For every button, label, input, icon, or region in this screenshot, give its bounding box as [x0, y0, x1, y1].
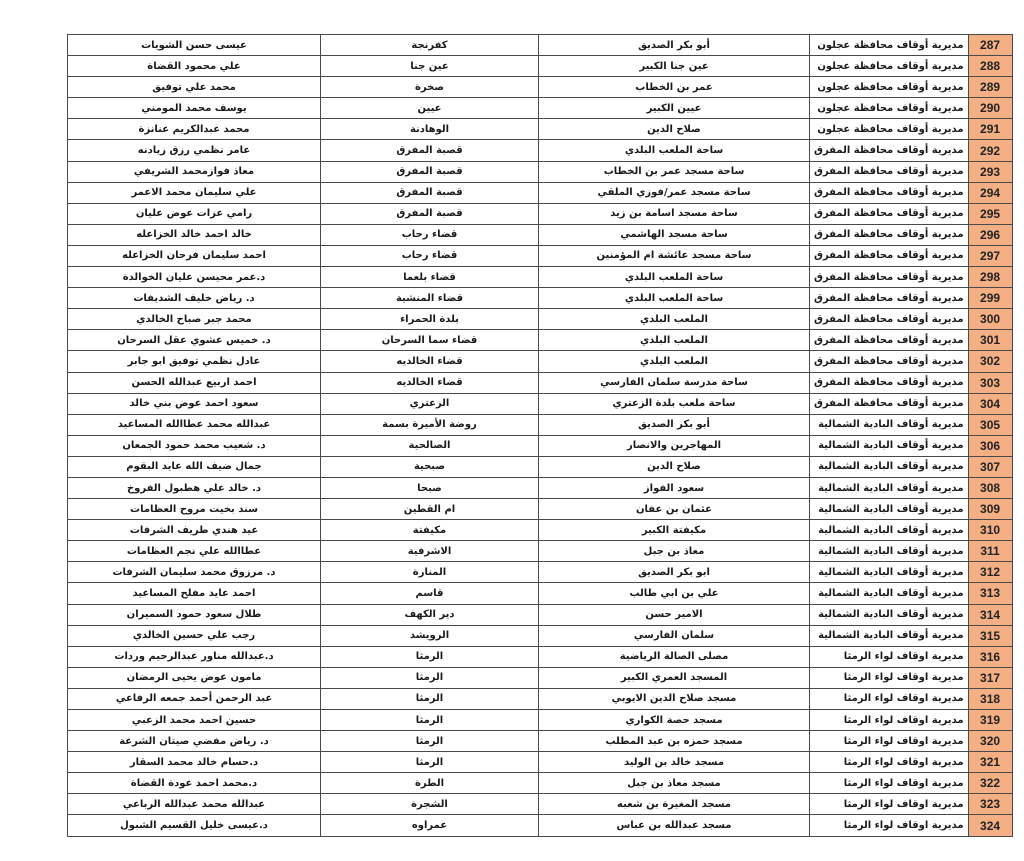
table-row: [68, 372, 1013, 393]
directorate-cell: مديرية أوقاف محافظة عجلون: [810, 119, 969, 140]
person-cell: احمد عايد مفلح المساعيد: [68, 583, 321, 604]
row-number: 308: [968, 477, 1012, 498]
table-row: [68, 646, 1013, 667]
directorate-cell: مديرية أوقاف محافظة عجلون: [810, 98, 969, 119]
directorate-cell: مديرية اوقاف لواء الرمثا: [810, 731, 969, 752]
area-cell: قضاء رحاب: [321, 224, 539, 245]
row-number: 296: [968, 224, 1012, 245]
table-row: [68, 773, 1013, 794]
directorate-cell: مديرية أوقاف محافظة المفرق: [810, 393, 969, 414]
area-cell: الرمثا: [321, 731, 539, 752]
directorate-cell: مديرية اوقاف لواء الرمثا: [810, 794, 969, 815]
site-cell: مصلى الصالة الرياضية: [539, 646, 810, 667]
row-number: 315: [968, 625, 1012, 646]
table-row: [68, 731, 1013, 752]
site-cell: ساحة الملعب البلدي: [539, 140, 810, 161]
site-cell: مسجد خالد بن الوليد: [539, 752, 810, 773]
directorate-cell: مديرية أوقاف محافظة عجلون: [810, 77, 969, 98]
directorate-cell: مديرية اوقاف لواء الرمثا: [810, 646, 969, 667]
area-cell: قضاء الخالديه: [321, 372, 539, 393]
row-number: 313: [968, 583, 1012, 604]
directorate-cell: مديرية اوقاف لواء الرمثا: [810, 688, 969, 709]
person-cell: خالد احمد خالد الخزاعله: [68, 224, 321, 245]
person-cell: سند بخيت مروح العظامات: [68, 499, 321, 520]
directorate-cell: مديرية أوقاف محافظة المفرق: [810, 351, 969, 372]
area-cell: قصبة المفرق: [321, 140, 539, 161]
row-number: 300: [968, 309, 1012, 330]
area-cell: قصبة المفرق: [321, 182, 539, 203]
directorate-cell: مديرية أوقاف محافظة المفرق: [810, 372, 969, 393]
row-number: 319: [968, 710, 1012, 731]
area-cell: قضاء الخالديه: [321, 351, 539, 372]
site-cell: مسجد معاذ بن جبل: [539, 773, 810, 794]
directorate-cell: مديرية أوقاف محافظة المفرق: [810, 330, 969, 351]
site-cell: مكيفتة الكبير: [539, 520, 810, 541]
area-cell: كفرنجة: [321, 35, 539, 56]
site-cell: علي بن ابي طالب: [539, 583, 810, 604]
directorate-cell: مديرية أوقاف محافظة المفرق: [810, 267, 969, 288]
person-cell: د. شعيب محمد حمود الجمعان: [68, 435, 321, 456]
directorate-cell: مديرية أوقاف محافظة المفرق: [810, 182, 969, 203]
person-cell: عبدالله محمد عبدالله الرباعي: [68, 794, 321, 815]
directorate-cell: مديرية أوقاف البادية الشمالية: [810, 499, 969, 520]
site-cell: ساحة مدرسة سلمان الفارسي: [539, 372, 810, 393]
area-cell: الرمثا: [321, 646, 539, 667]
table-row: [68, 625, 1013, 646]
row-number: 318: [968, 688, 1012, 709]
person-cell: د. خالد علي هطبول الفروخ: [68, 477, 321, 498]
directorate-cell: مديرية أوقاف البادية الشمالية: [810, 456, 969, 477]
area-cell: دير الكهف: [321, 604, 539, 625]
site-cell: عين جنا الكبير: [539, 56, 810, 77]
directorate-cell: مديرية أوقاف البادية الشمالية: [810, 414, 969, 435]
site-cell: سلمان الفارسي: [539, 625, 810, 646]
person-cell: د.محمد احمد عودة القضاة: [68, 773, 321, 794]
directorate-cell: مديرية أوقاف البادية الشمالية: [810, 604, 969, 625]
person-cell: مامون عوض يحيى الرمضان: [68, 667, 321, 688]
area-cell: قضاء سما السرحان: [321, 330, 539, 351]
site-cell: المهاجرين والانصار: [539, 435, 810, 456]
table-row: [68, 499, 1013, 520]
person-cell: رامي عزات عوض عليان: [68, 203, 321, 224]
person-cell: جمال ضيف الله عايد البقوم: [68, 456, 321, 477]
row-number: 314: [968, 604, 1012, 625]
person-cell: رجب علي حسين الخالدي: [68, 625, 321, 646]
area-cell: صخرة: [321, 77, 539, 98]
row-number: 311: [968, 541, 1012, 562]
site-cell: ساحة مسجد عمر/فوزي الملقي: [539, 182, 810, 203]
person-cell: عيد هندي طريف الشرفات: [68, 520, 321, 541]
site-cell: صلاح الدين: [539, 119, 810, 140]
row-number: 324: [968, 815, 1012, 836]
row-number: 291: [968, 119, 1012, 140]
site-cell: عثمان بن عفان: [539, 499, 810, 520]
table-row: [68, 161, 1013, 182]
person-cell: سعود احمد عوض بني خالد: [68, 393, 321, 414]
person-cell: عامر نظمي رزق زيادنه: [68, 140, 321, 161]
site-cell: ساحة الملعب البلدي: [539, 267, 810, 288]
table-row: [68, 267, 1013, 288]
row-number: 312: [968, 562, 1012, 583]
site-cell: ساحة مسجد الهاشمي: [539, 224, 810, 245]
area-cell: قصبة المفرق: [321, 203, 539, 224]
person-cell: د. خميس عشوي عقل السرحان: [68, 330, 321, 351]
site-cell: أبو بكر الصديق: [539, 35, 810, 56]
area-cell: مكيفتة: [321, 520, 539, 541]
site-cell: معاذ بن جبل: [539, 541, 810, 562]
row-number: 306: [968, 435, 1012, 456]
person-cell: عادل نظمي توفيق ابو جابر: [68, 351, 321, 372]
site-cell: سعود الفواز: [539, 477, 810, 498]
person-cell: د.عمر محيسن عليان الخوالدة: [68, 267, 321, 288]
row-number: 288: [968, 56, 1012, 77]
table-row: [68, 541, 1013, 562]
site-cell: ساحة الملعب البلدي: [539, 288, 810, 309]
area-cell: قضاء بلعما: [321, 267, 539, 288]
person-cell: احمد سليمان فرحان الخزاعله: [68, 245, 321, 266]
site-cell: مسجد المغيرة بن شعبه: [539, 794, 810, 815]
table-row: [68, 562, 1013, 583]
person-cell: طلال سعود حمود السميران: [68, 604, 321, 625]
table-row: [68, 309, 1013, 330]
row-number: 289: [968, 77, 1012, 98]
directorate-cell: مديرية أوقاف البادية الشمالية: [810, 541, 969, 562]
site-cell: صلاح الدين: [539, 456, 810, 477]
row-number: 303: [968, 372, 1012, 393]
area-cell: الرمثا: [321, 710, 539, 731]
row-number: 317: [968, 667, 1012, 688]
row-number: 290: [968, 98, 1012, 119]
person-cell: د. رياض مفضي صيتان الشرعة: [68, 731, 321, 752]
area-cell: عين جنا: [321, 56, 539, 77]
site-cell: ابو بكر الصديق: [539, 562, 810, 583]
area-cell: الاشرفية: [321, 541, 539, 562]
data-table: [67, 34, 1013, 837]
person-cell: عبدالله محمد عطاالله المساعيد: [68, 414, 321, 435]
area-cell: بلدة الحمراء: [321, 309, 539, 330]
table-row: [68, 667, 1013, 688]
area-cell: الشجرة: [321, 794, 539, 815]
directorate-cell: مديرية أوقاف البادية الشمالية: [810, 583, 969, 604]
table-row: [68, 815, 1013, 836]
row-number: 320: [968, 731, 1012, 752]
site-cell: ساحة ملعب بلدة الزعتري: [539, 393, 810, 414]
table-row: [68, 435, 1013, 456]
person-cell: د.حسام خالد محمد السقار: [68, 752, 321, 773]
row-number: 294: [968, 182, 1012, 203]
area-cell: الرمثا: [321, 667, 539, 688]
directorate-cell: مديرية اوقاف لواء الرمثا: [810, 773, 969, 794]
table-row: [68, 182, 1013, 203]
directorate-cell: مديرية أوقاف محافظة المفرق: [810, 245, 969, 266]
area-cell: ام القطين: [321, 499, 539, 520]
area-cell: الرمثا: [321, 688, 539, 709]
table-row: [68, 477, 1013, 498]
directorate-cell: مديرية اوقاف لواء الرمثا: [810, 752, 969, 773]
person-cell: يوسف محمد المومني: [68, 98, 321, 119]
area-cell: الزعتري: [321, 393, 539, 414]
table-row: [68, 710, 1013, 731]
area-cell: قضاء رحاب: [321, 245, 539, 266]
site-cell: الملعب البلدي: [539, 351, 810, 372]
table-row: [68, 288, 1013, 309]
person-cell: حسين احمد محمد الزعبي: [68, 710, 321, 731]
area-cell: صبحية: [321, 456, 539, 477]
row-number: 295: [968, 203, 1012, 224]
person-cell: د. مرزوق محمد سليمان الشرفات: [68, 562, 321, 583]
site-cell: مسجد صلاح الدين الايوبي: [539, 688, 810, 709]
table-row: [68, 520, 1013, 541]
person-cell: علي محمود القضاة: [68, 56, 321, 77]
row-number: 292: [968, 140, 1012, 161]
row-number: 323: [968, 794, 1012, 815]
directorate-cell: مديرية أوقاف محافظة المفرق: [810, 224, 969, 245]
table-row: [68, 77, 1013, 98]
table-row: [68, 119, 1013, 140]
table-row: [68, 203, 1013, 224]
row-number: 321: [968, 752, 1012, 773]
site-cell: مسجد عبدالله بن عباس: [539, 815, 810, 836]
directorate-cell: مديرية أوقاف محافظة المفرق: [810, 140, 969, 161]
table-row: [68, 330, 1013, 351]
person-cell: عيسى حسن الشويات: [68, 35, 321, 56]
person-cell: محمد عبدالكريم عنانزة: [68, 119, 321, 140]
table-row: [68, 98, 1013, 119]
area-cell: الطرة: [321, 773, 539, 794]
person-cell: عبد الرحمن أحمد جمعه الرفاعي: [68, 688, 321, 709]
directorate-cell: مديرية اوقاف لواء الرمثا: [810, 815, 969, 836]
directorate-cell: مديرية أوقاف محافظة عجلون: [810, 35, 969, 56]
directorate-cell: مديرية أوقاف البادية الشمالية: [810, 477, 969, 498]
site-cell: عمر بن الخطاب: [539, 77, 810, 98]
area-cell: عيين: [321, 98, 539, 119]
row-number: 316: [968, 646, 1012, 667]
row-number: 301: [968, 330, 1012, 351]
table-row: [68, 245, 1013, 266]
row-number: 305: [968, 414, 1012, 435]
directorate-cell: مديرية أوقاف البادية الشمالية: [810, 562, 969, 583]
area-cell: قاسم: [321, 583, 539, 604]
row-number: 293: [968, 161, 1012, 182]
site-cell: ساحة مسجد اسامة بن زيد: [539, 203, 810, 224]
person-cell: د. رياض خليف الشديفات: [68, 288, 321, 309]
person-cell: محمد علي توفيق: [68, 77, 321, 98]
row-number: 299: [968, 288, 1012, 309]
person-cell: د.عيسى خليل القسيم الشبول: [68, 815, 321, 836]
person-cell: علي سليمان محمد الاعمر: [68, 182, 321, 203]
site-cell: مسجد حمزه بن عبد المطلب: [539, 731, 810, 752]
table-row: [68, 752, 1013, 773]
area-cell: الرويشد: [321, 625, 539, 646]
table-row: [68, 604, 1013, 625]
site-cell: ساحة مسجد عائشة ام المؤمنين: [539, 245, 810, 266]
person-cell: احمد اربيع عبدالله الحسن: [68, 372, 321, 393]
directorate-cell: مديرية أوقاف محافظة عجلون: [810, 56, 969, 77]
area-cell: الصالحية: [321, 435, 539, 456]
table-row: [68, 688, 1013, 709]
site-cell: عيين الكبير: [539, 98, 810, 119]
row-number: 309: [968, 499, 1012, 520]
table-row: [68, 414, 1013, 435]
directorate-cell: مديرية أوقاف محافظة المفرق: [810, 288, 969, 309]
site-cell: الامير حسن: [539, 604, 810, 625]
person-cell: عطاالله علي نجم العظامات: [68, 541, 321, 562]
row-number: 298: [968, 267, 1012, 288]
directorate-cell: مديرية أوقاف البادية الشمالية: [810, 435, 969, 456]
directorate-cell: مديرية أوقاف البادية الشمالية: [810, 520, 969, 541]
site-cell: مسجد حصة الكواري: [539, 710, 810, 731]
site-cell: أبو بكر الصديق: [539, 414, 810, 435]
site-cell: ساحة مسجد عمر بن الخطاب: [539, 161, 810, 182]
table-row: [68, 140, 1013, 161]
table-row: [68, 35, 1013, 56]
table-row: [68, 794, 1013, 815]
area-cell: الرمثا: [321, 752, 539, 773]
person-cell: د.عبدالله مناور عبدالرحيم وردات: [68, 646, 321, 667]
area-cell: صبحا: [321, 477, 539, 498]
directorate-cell: مديرية اوقاف لواء الرمثا: [810, 667, 969, 688]
directorate-cell: مديرية أوقاف البادية الشمالية: [810, 625, 969, 646]
row-number: 302: [968, 351, 1012, 372]
directorate-cell: مديرية أوقاف محافظة المفرق: [810, 203, 969, 224]
person-cell: محمد جبر صباح الخالدي: [68, 309, 321, 330]
row-number: 322: [968, 773, 1012, 794]
table-row: [68, 224, 1013, 245]
site-cell: الملعب البلدي: [539, 309, 810, 330]
table-row: [68, 393, 1013, 414]
table-row: [68, 456, 1013, 477]
row-number: 307: [968, 456, 1012, 477]
directorate-cell: مديرية اوقاف لواء الرمثا: [810, 710, 969, 731]
area-cell: عمراوه: [321, 815, 539, 836]
area-cell: قضاء المنشية: [321, 288, 539, 309]
area-cell: المنارة: [321, 562, 539, 583]
directorate-cell: مديرية أوقاف محافظة المفرق: [810, 161, 969, 182]
area-cell: الوهادنة: [321, 119, 539, 140]
area-cell: قصبة المفرق: [321, 161, 539, 182]
site-cell: المسجد العمري الكبير: [539, 667, 810, 688]
row-number: 304: [968, 393, 1012, 414]
table-row: [68, 583, 1013, 604]
site-cell: الملعب البلدي: [539, 330, 810, 351]
table-row: [68, 56, 1013, 77]
directorate-cell: مديرية أوقاف محافظة المفرق: [810, 309, 969, 330]
row-number: 310: [968, 520, 1012, 541]
area-cell: روضة الأميرة بسمة: [321, 414, 539, 435]
table-body: [68, 35, 1013, 837]
row-number: 297: [968, 245, 1012, 266]
table-row: [68, 351, 1013, 372]
person-cell: معاذ فوازمحمد الشريفي: [68, 161, 321, 182]
row-number: 287: [968, 35, 1012, 56]
